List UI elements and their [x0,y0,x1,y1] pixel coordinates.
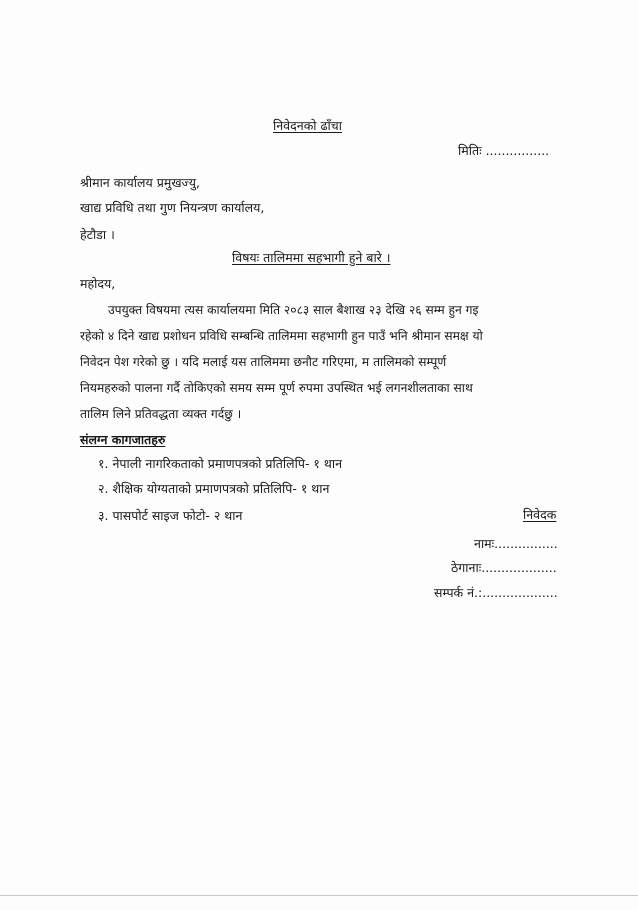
attachment-item-3: ३. पासपोर्ट साइज फोटो- २ थान [98,508,243,523]
salutation: महोदय, [80,276,116,291]
addressee-line-3: हेटौडा । [80,227,115,242]
addressee-line-2: खाद्य प्रविधि तथा गुण नियन्त्रण कार्यालय, [80,200,265,215]
applicant-address-field: ठेगानाः................... [451,560,557,575]
document-title: निवेदनको ढाँचा [273,118,342,133]
body-line-2: रहेको ४ दिने खाद्य प्रशोधन प्रविधि सम्बन्धि तालिममा सहभागी हुन पाउँ भनि श्रीमान समक्ष यो [80,329,483,343]
applicant-name-field: नामः................ [474,536,558,551]
date-field: मितिः ................ [458,143,550,158]
body-line-4: नियमहरुको पालना गर्दै तोकिएको समय सम्म पूर्ण रुपमा उपस्थित भई लगनशीलताका साथ [80,381,473,395]
attachment-item-2: २. शैक्षिक योग्यताको प्रमाणपत्रको प्रतिलिपि- १ थान [98,481,330,496]
applicant-heading: निवेदक [523,507,557,522]
body-line-3: निवेदन पेश गरेको छु । यदि मलाई यस तालिममा छनौट गरिएमा, म तालिमको सम्पूर्ण [80,355,447,369]
attachment-item-1: १. नेपाली नागरिकताको प्रमाणपत्रको प्रतिलिपि- १ थान [98,456,343,471]
body-line-5: तालिम लिने प्रतिवद्धता व्यक्त गर्दछु । [80,407,242,421]
scan-edge-line [0,895,638,896]
body-line-1: उपयुक्त विषयमा त्यस कार्यालयमा मिति २०८३ साल बैशाख २३ देखि २६ सम्म हुन गइ [108,303,479,317]
subject-line: विषयः तालिममा सहभागी हुने बारे । [232,250,391,265]
applicant-contact-field: सम्पर्क नं.:................... [434,585,558,600]
attachments-heading: संलग्न कागजातहरु [80,432,166,447]
addressee-line-1: श्रीमान कार्यालय प्रमुखज्यु, [80,175,200,190]
